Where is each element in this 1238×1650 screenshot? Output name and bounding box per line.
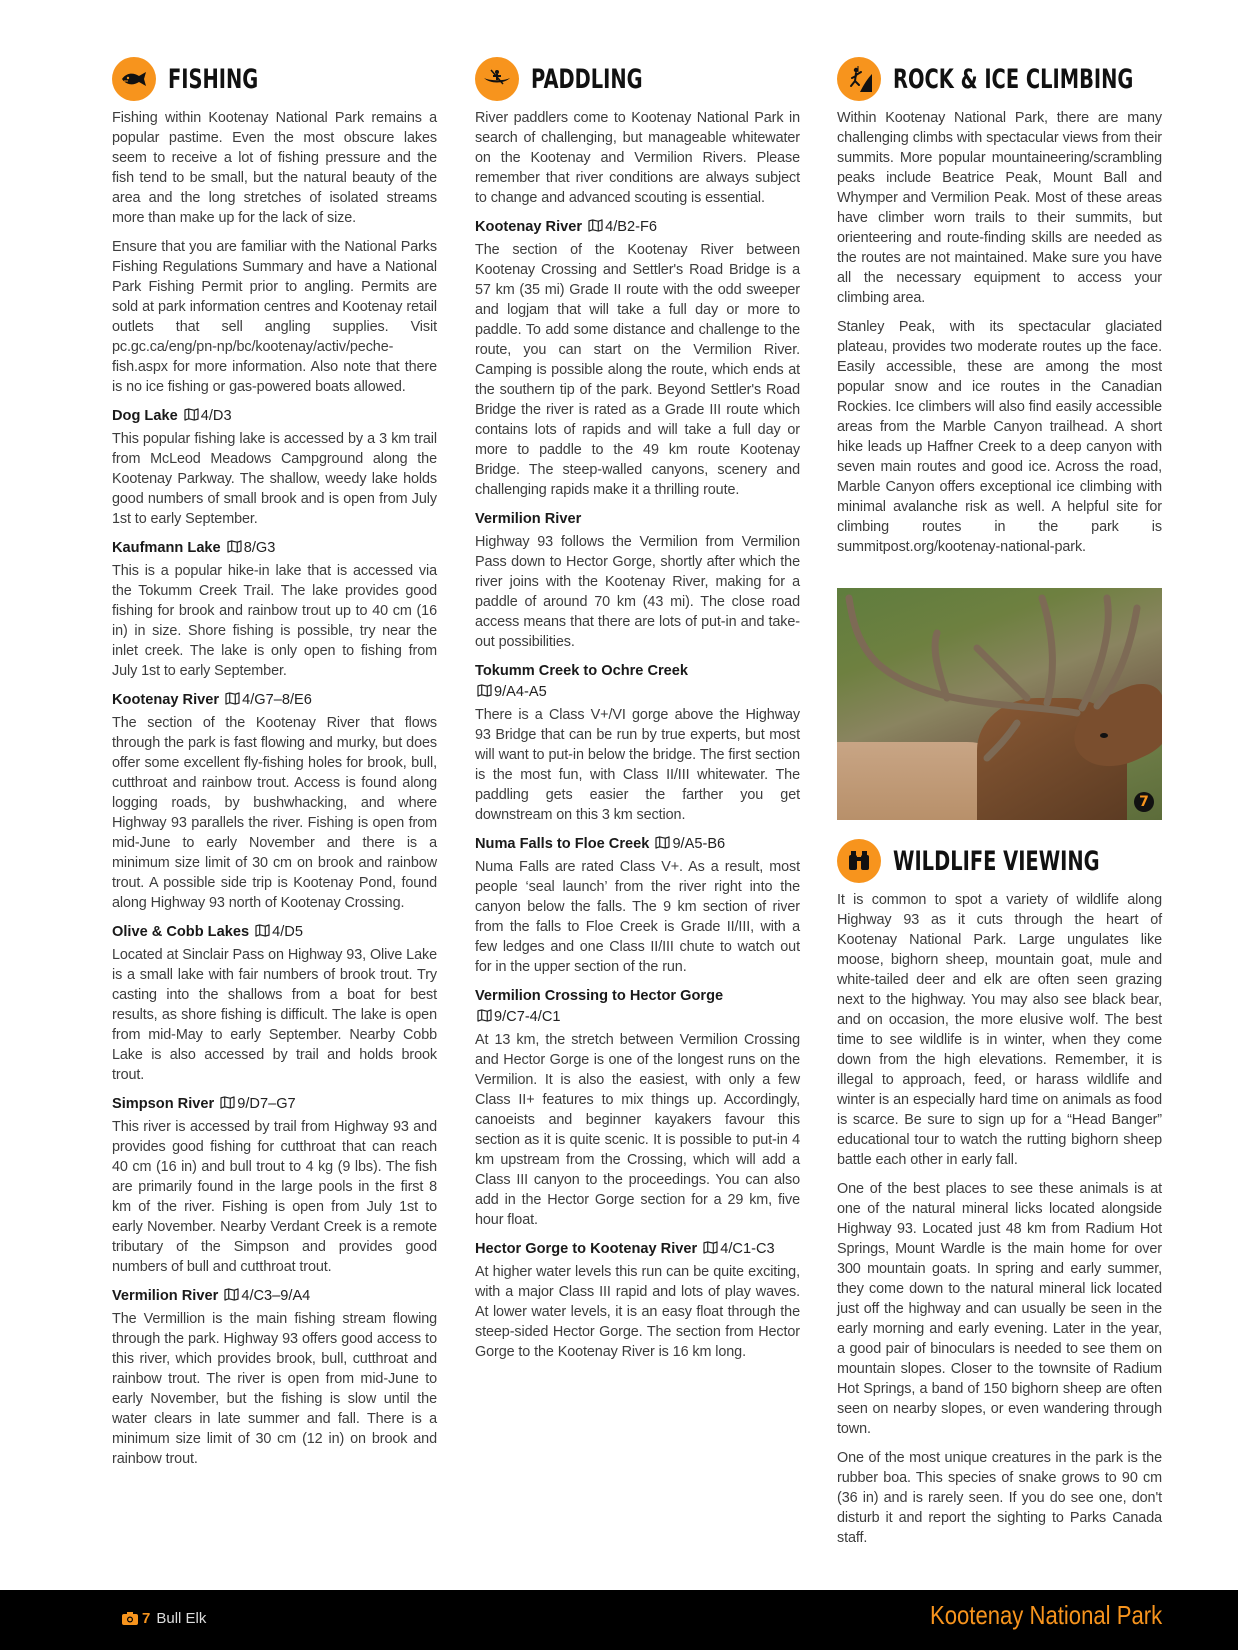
entry-text: At higher water levels this run can be quite exciting, with a major Class III rapid and lots of play waves. At lower water levels, it is an easy float through the steep-sided Hector Gorge. The section from Hector Gorge to the Kootenay River is 16 km long.	[475, 1264, 800, 1360]
map-ref: 9/A4-A5	[494, 684, 547, 700]
map-icon	[255, 924, 270, 937]
park-name: Kootenay National Park	[929, 1600, 1162, 1630]
fishing-intro-1: Fishing within Kootenay National Park remains a popular pastime. Even the most obscure lakes seem to receive a lot of fishing pressure and the fish tend to be small, but the natural beauty of the area and the long stretches of isolated streams more than make up for the lack of size.	[112, 110, 437, 226]
entry-text: The section of the Kootenay River that flows through the park is fast flowing and murky, but does offer some excellent fly-fishing holes for brook, bull, cutthroat and rainbow trout. Access is found along logging roads, by bushwhacking, and where Highway 93 parallels the river. Fishing is open from mid-June to early November and there is a minimum size limit of 30 cm on brook and rainbow trout. A possible side trip is Kootenay Pond, found along Highway 93 north of Kootenay Crossing.	[112, 715, 437, 911]
entry-text: At 13 km, the stretch between Vermilion Crossing and Hector Gorge is one of the longest runs on the Vermilion. It is also the easiest, with only a few Class II+ features to mix things up. Accordingly, canoeists and beginner kayakers favour this section as it is quite scenic. It is possible to put-in 4 km upstream from the Crossing, which will add a Class III canyon to the proceedings. You can also add in the Hector Gorge section for a 29 km, five hour float.	[475, 1032, 800, 1228]
paddling-title: PADDLING	[531, 63, 643, 95]
fishing-intro-2: Ensure that you are familiar with the National Parks Fishing Regulations Summary and have a National Park Fishing Permit prior to angling. Permits are sold at park information centres and Kootenay retail outlets that sell angling supplies. Visit pc.gc.ca/eng/pn-np/bc/kootenay/activ/peche-fish.aspx for more information. Also note that there is no ice fishing or gas-powered boats allowed.	[112, 239, 437, 395]
fishing-entry-vermilion-river	[112, 1286, 437, 1469]
page-footer	[0, 1590, 1238, 1650]
map-icon	[477, 1009, 492, 1022]
fishing-entry-simpson-river	[112, 1094, 437, 1277]
map-icon	[477, 684, 492, 697]
paddling-header	[475, 56, 800, 102]
wildlife-title: WILDLIFE VIEWING	[893, 845, 1100, 877]
paddling-entry-kootenay-river	[475, 217, 800, 500]
paddling-entry-tokumm-ochre	[475, 661, 800, 825]
entry-name: Kootenay River	[475, 219, 583, 235]
wildlife-section	[837, 838, 1162, 1557]
wildlife-header	[837, 838, 1162, 884]
paddling-entry-numa-floe	[475, 834, 800, 977]
map-icon	[184, 408, 199, 421]
map-ref: 9/C7-4/C1	[494, 1009, 561, 1025]
map-icon	[225, 692, 240, 705]
climber-icon	[837, 57, 881, 101]
entry-text: This is a popular hike-in lake that is accessed via the Tokumm Creek Trail. The lake provides good fishing for brook and rainbow trout up to 40 cm (16 in) in size. Shore fishing is possible, try near the inlet creek. The lake is only open to fishing from July 1st to early September.	[112, 563, 437, 679]
bull-elk-photo	[837, 588, 1162, 820]
map-icon	[224, 1288, 239, 1301]
entry-name: Tokumm Creek to Ochre Creek	[475, 663, 689, 679]
entry-text: There is a Class V+/VI gorge above the Highway 93 Bridge that can be run by true experts, but most will want to put-in below the bridge. The first section is the most fun, with Class II/III whitewater. The paddling gets easier the farther you get downstream on this 3 km section.	[475, 707, 800, 823]
fish-icon	[112, 57, 156, 101]
wildlife-intro-2: One of the best places to see these animals is at one of the natural mineral licks located alongside Highway 93. Located just 48 km from Radium Hot Springs, Mount Wardle is the main home for over 300 mountain goats. In spring and early summer, they come down to the natural mineral lick located just off the highway and can usually be seen in the early morning and early evening. Later in the year, a good pair of binoculars is needed to see them on mountain slopes. Closer to the townsite of Radium Hot Springs, a band of 150 bighorn sheep are often seen on nearby slopes, or even wandering through town.	[837, 1181, 1162, 1437]
map-ref: 9/D7–G7	[237, 1096, 296, 1112]
paddling-section	[475, 56, 800, 1371]
map-ref: 8/G3	[243, 540, 276, 556]
caption-number: 7	[142, 1610, 151, 1627]
entry-name: Simpson River	[112, 1096, 215, 1112]
fishing-entry-olive-cobb-lakes	[112, 922, 437, 1085]
entry-name: Numa Falls to Floe Creek	[475, 836, 650, 852]
entry-name: Kootenay River	[112, 692, 220, 708]
entry-name: Dog Lake	[112, 408, 178, 424]
fishing-section	[112, 56, 437, 1478]
photo-number-badge: 7	[1134, 792, 1154, 812]
entry-text: This popular fishing lake is accessed by a 3 km trail from McLeod Meadows Campground along the Kootenay Parkway. The shallow, weedy lake holds good numbers of small brook and is open from July 1st to early September.	[112, 431, 437, 527]
entry-text: Numa Falls are rated Class V+. As a result, most people ‘seal launch’ from the river right into the canyon below the falls. The 9 km section of river from the falls to Floe Creek is Grade II/III, with a few ledges and one Class II/III chute to watch out for in the upper section of the run.	[475, 859, 800, 975]
entry-text: Highway 93 follows the Vermilion from Vermilion Pass down to Hector Gorge, shortly after which the river joins with the Kootenay River, making for a paddle of around 70 km (43 mi). The close road access means that there are lots of put-in and take-out possibilities.	[475, 534, 800, 650]
entry-text: This river is accessed by trail from Highway 93 and provides good fishing for cutthroat that can reach 40 cm (16 in) and bull trout to 4 kg (9 lbs). The fish are primarily found in the large pools in the first 8 km of the river. Fishing is open from July 1st to early November. Nearby Verdant Creek is a remote tributary of the Simpson and provides good numbers of bull and cutthroat trout.	[112, 1119, 437, 1275]
climbing-section	[837, 56, 1162, 566]
map-ref: 4/C1-C3	[720, 1241, 775, 1257]
climbing-title: ROCK & ICE CLIMBING	[893, 63, 1134, 95]
entry-text: Located at Sinclair Pass on Highway 93, Olive Lake is a small lake with fair numbers of brook trout. Try casting into the shallows from a boat for best results, as shore fishing is difficult. The lake is open from mid-May to early September. Nearby Cobb Lake is also accessed by trail and holds brook trout.	[112, 947, 437, 1083]
map-ref: 4/B2-F6	[605, 219, 658, 235]
entry-name: Vermilion Crossing to Hector Gorge	[475, 988, 724, 1004]
map-ref: 9/A5-B6	[672, 836, 726, 852]
wildlife-intro-3: One of the most unique creatures in the park is the rubber boa. This species of snake grows to 90 cm (36 in) and is rarely seen. If you do see one, don't disturb it and report the sighting to Parks Canada staff.	[837, 1450, 1162, 1546]
map-icon	[703, 1241, 718, 1254]
fishing-entry-dog-lake	[112, 406, 437, 529]
fishing-entry-kootenay-river	[112, 690, 437, 913]
entry-name: Hector Gorge to Kootenay River	[475, 1241, 698, 1257]
map-icon	[227, 540, 242, 553]
map-ref: 4/D5	[272, 924, 303, 940]
map-icon	[588, 219, 603, 232]
map-ref: 4/G7–8/E6	[242, 692, 312, 708]
entry-text: The section of the Kootenay River between Kootenay Crossing and Settler's Road Bridge is a 57 km (35 mi) Grade II route with the odd sweeper and logjam that will take a full day or more to paddle. To add some distance and challenge to the route, you can start on the Vermilion River. Camping is possible along the route, which ends at the southern tip of the park. Beyond Settler's Road Bridge the river is rated as a Grade III route which contains lots of rapids and will take a full day or more to paddle to the 49 km route Kootenay Bridge. The steep-walled canyons, scenery and challenging rapids make it a thrilling route.	[475, 242, 800, 498]
canoe-icon	[475, 57, 519, 101]
entry-name: Vermilion River	[475, 511, 582, 527]
photo-caption	[122, 1610, 206, 1627]
map-icon	[220, 1096, 235, 1109]
entry-name: Vermilion River	[112, 1288, 219, 1304]
climbing-intro-1: Within Kootenay National Park, there are many challenging climbs with spectacular views from their summits. More popular mountaineering/scrambling peaks include Beatrice Peak, Mount Ball and Whymper and Vermilion Peak. Most of these areas have climber worn trails to their summits, but orienteering and route-finding skills are needed as the routes are not maintained. Make sure you have all the necessary equipment to access your climbing area.	[837, 110, 1162, 306]
fishing-header	[112, 56, 437, 102]
entry-name: Kaufmann Lake	[112, 540, 221, 556]
map-ref: 4/D3	[200, 408, 232, 424]
map-icon	[655, 836, 670, 849]
climbing-intro-2: Stanley Peak, with its spectacular glaciated plateau, provides two moderate routes up the face. Easily accessible, these are among the most popular snow and ice routes in the Canadian Rockies. Ice climbers will also find easily accessible areas from the Marble Canyon trailhead. A short hike leads up Haffner Creek to a deep canyon with seven main routes and good ice. Across the road, Marble Canyon offers exceptional ice climbing with minimal avalanche risk as well. A helpful site for climbing routes in the park is summitpost.org/kootenay-national-park.	[837, 319, 1162, 555]
binoculars-icon	[837, 839, 881, 883]
paddling-intro: River paddlers come to Kootenay National Park in search of challenging, but manageable whitewater on the Kootenay and Vermilion Rivers. Please remember that river conditions are always subject to change and advanced scouting is essential.	[475, 110, 800, 206]
wildlife-intro-1: It is common to spot a variety of wildlife along Highway 93 as it cuts through the heart of Kootenay National Park. Large ungulates like moose, bighorn sheep, mountain goat, mule and white-tailed deer and elk are often seen grazing next to the highway. You may also see black bear, and on occasion, the more elusive wolf. The best time to see wildlife is in winter, when they come down from the high elevations. Remember, it is illegal to approach, feed, or harass wildlife and winter is an especially hard time on animals as food is scarce. Be sure to sign up for a “Head Banger” educational tour to watch the rutting bighorn sheep battle each other in early fall.	[837, 892, 1162, 1168]
paddling-entry-hector-kootenay	[475, 1239, 800, 1362]
paddling-entry-vermilion-hector	[475, 986, 800, 1230]
climbing-header	[837, 56, 1162, 102]
antler-graphic	[837, 588, 1162, 820]
fishing-title: FISHING	[168, 63, 259, 95]
fishing-entry-kaufmann-lake	[112, 538, 437, 681]
caption-text: Bull Elk	[156, 1610, 207, 1627]
paddling-entry-vermilion-river	[475, 509, 800, 652]
entry-name: Olive & Cobb Lakes	[112, 924, 250, 940]
map-ref: 4/C3–9/A4	[241, 1288, 311, 1304]
camera-icon	[122, 1612, 138, 1625]
entry-text: The Vermillion is the main fishing stream flowing through the park. Highway 93 offers good access to this river, which provides brook, bull, cutthroat and rainbow trout. The river is open from mid-June to early November, but the fishing is slow until the water clears in late summer and fall. There is a minimum size limit of 30 cm (12 in) on brook and rainbow trout.	[112, 1311, 437, 1467]
